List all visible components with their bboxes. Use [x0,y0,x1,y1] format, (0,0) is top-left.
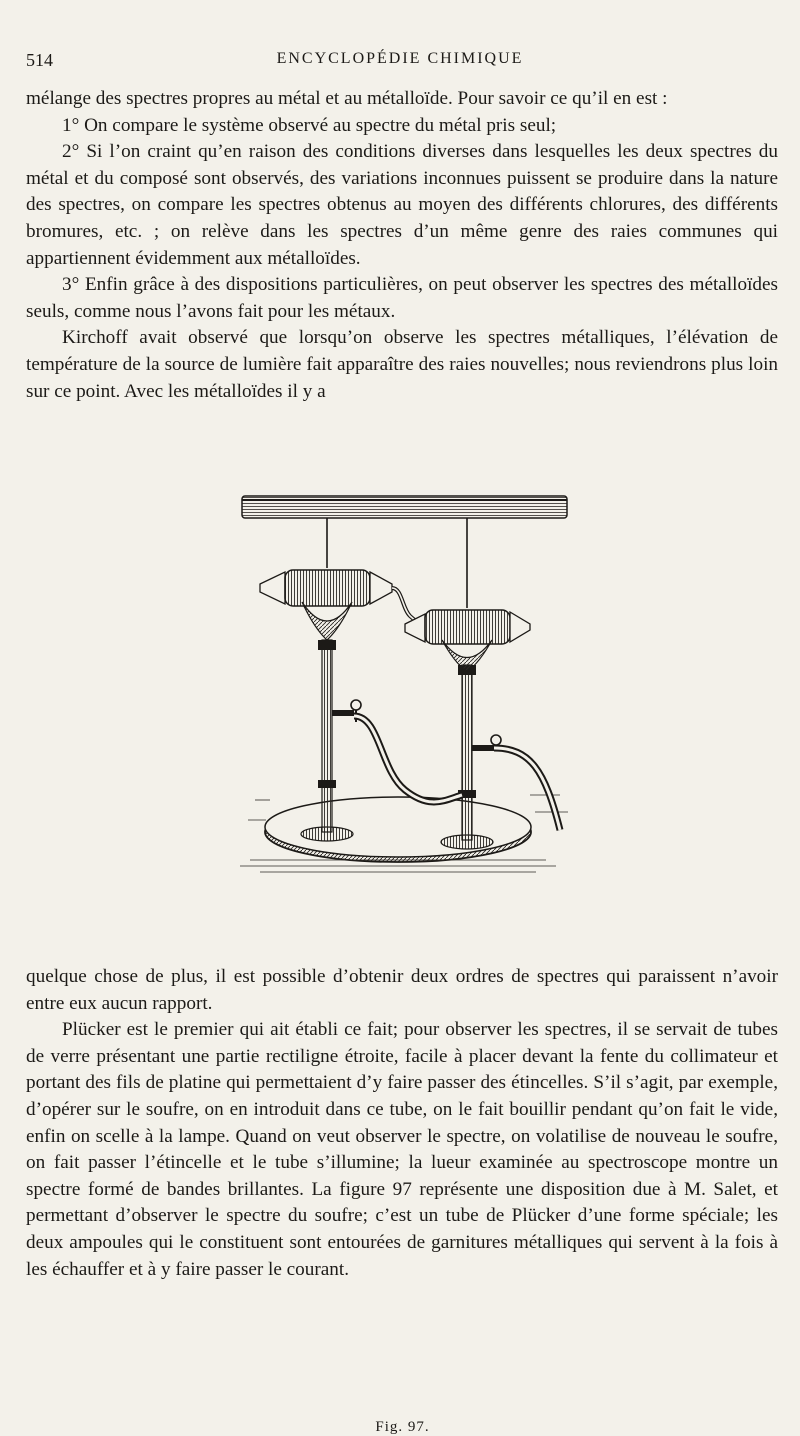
page-header [26,44,774,74]
paragraph: Kirchoff avait observé que lorsqu’on observe les spectres métalliques, l’élévation de température de la source de lumière fait apparaître des raies nouvelles; nous reviendrons plus loin sur ce point. Avec les métalloïdes il y a [26,327,778,402]
paragraph: quelque chose de plus, il est possible d’obtenir deux ordres de spectres qui paraissent n’avoir entre eux aucun rapport. [26,966,778,1014]
figure-97 [230,490,575,1435]
page-number: 514 [26,50,53,70]
paragraph: 3° Enfin grâce à des dispositions particulières, on peut observer les spectres des métalloïdes seuls, comme nous l’avons fait pour les métaux. [26,274,778,322]
running-title: ENCYCLOPÉDIE CHIMIQUE [276,50,524,67]
text-block-bottom [26,964,778,1283]
salet-apparatus-engraving [230,490,575,910]
figure-caption: Fig. 97. [375,1419,430,1435]
text-block-top [26,86,778,405]
paragraph: 1° On compare le système observé au spectre du métal pris seul; [62,114,557,136]
paragraph: 2° Si l’on craint qu’en raison des conditions diverses dans lesquelles les deux spectres du métal et du composé sont observés, des variations inconnues puissent se produire dans la nature des spectres, on compare les spectres obtenus au moyen des différents chlorures, des différents bromures, etc. ; on relève dans les spectres d’un même genre des raies communes qui appartiennent évidemment aux métalloïdes. [26,141,778,269]
paragraph: Plücker est le premier qui ait établi ce fait; pour observer les spectres, il se servait de tubes de verre présentant une partie rectiligne étroite, facile à placer devant la fente du collimateur et portant des fils de platine qui permettaient d’y faire passer des étincelles. S’il s’agit, par exemple, d’opérer sur le soufre, on en introduit dans ce tube, on le fait bouillir pendant qu’on fait le vide, enfin on scelle à la lampe. Quand on veut observer le spectre, on volatilise de nouveau le soufre, on fait passer l’étincelle et le tube s’illumine; la lueur examinée au spectroscope montre un spectre formé de bandes brillantes. La figure 97 représente une disposition due à M. Salet, et permettant d’observer le spectre du soufre; c’est un tube de Plücker d’une forme spéciale; les deux ampoules qui le constituent sont entourées de garnitures métalliques qui servent à la fois à les échauffer et à y faire passer le courant. [26,1019,778,1280]
paragraph: mélange des spectres propres au métal et au métalloïde. Pour savoir ce qu’il en est : [26,88,668,109]
